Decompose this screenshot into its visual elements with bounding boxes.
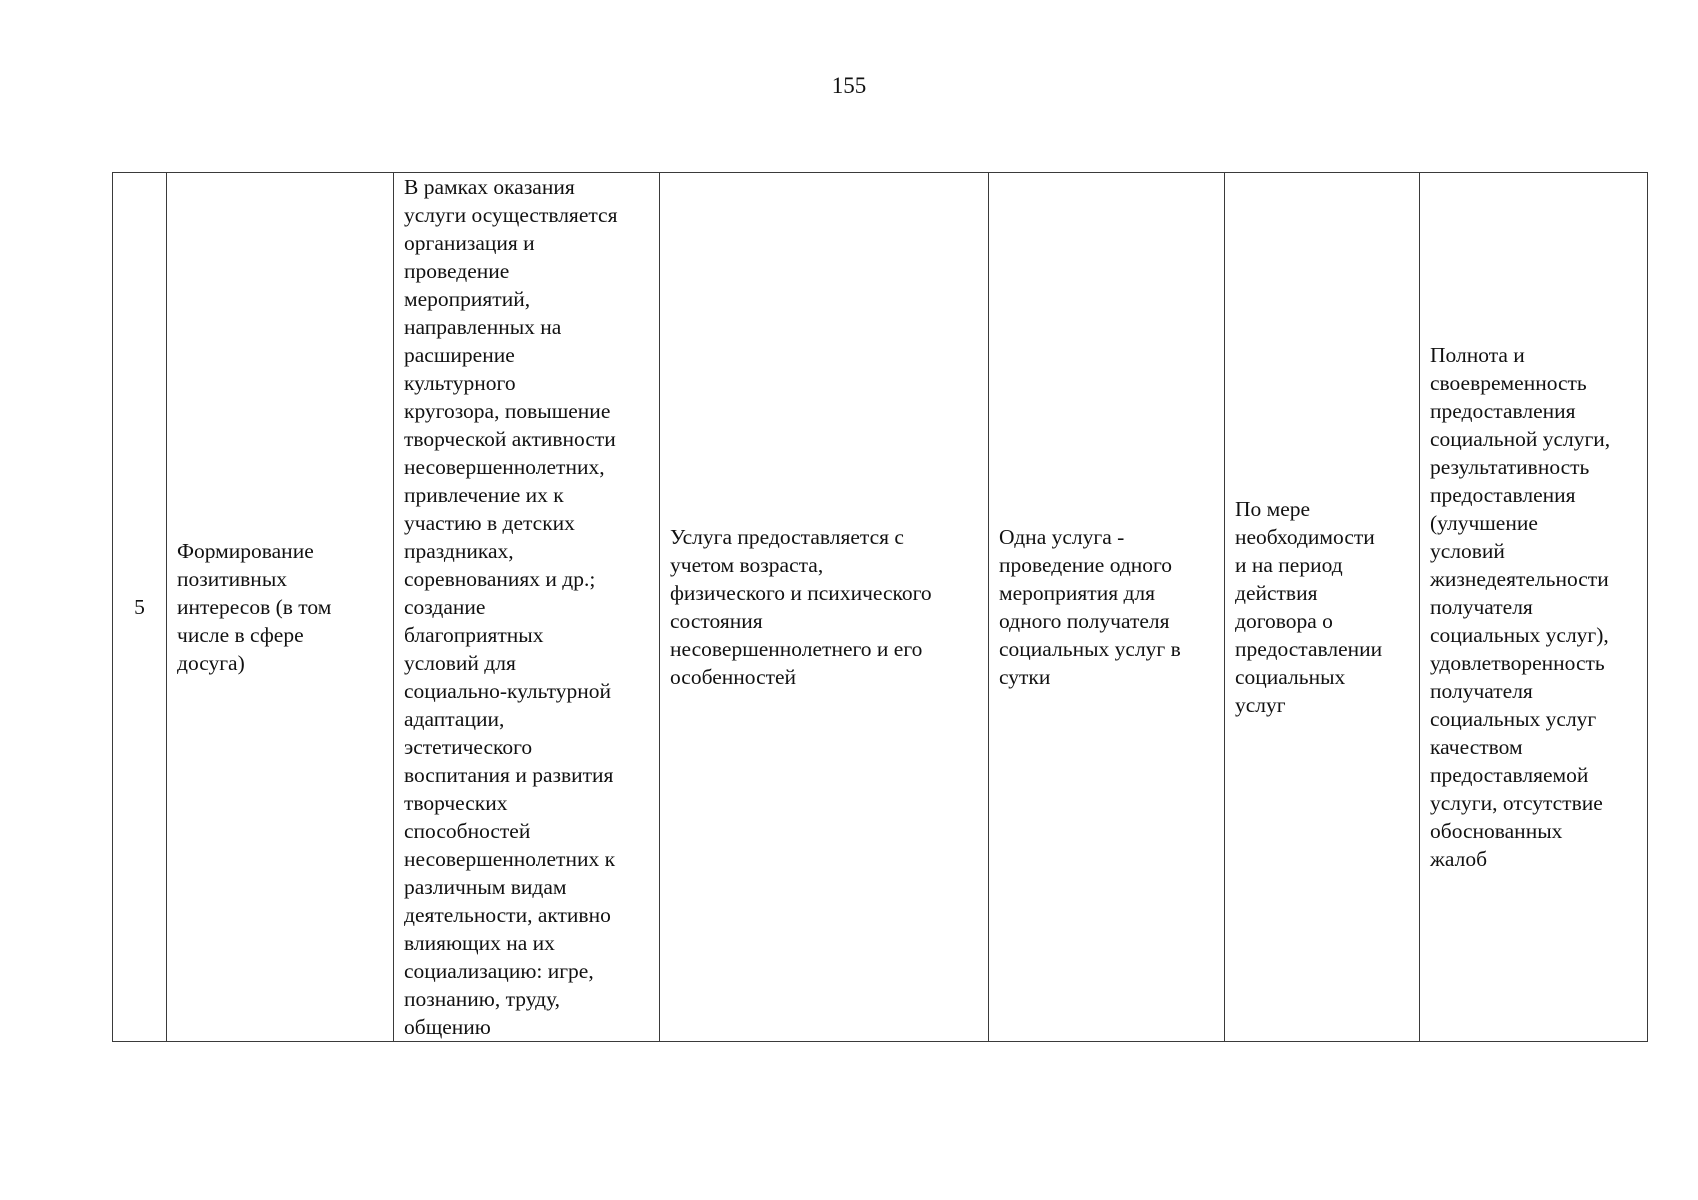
cell-text-line: удовлетворенность — [1430, 651, 1605, 675]
cell-text-line: результативность — [1430, 455, 1590, 479]
service-table — [112, 172, 1648, 1042]
cell-text-line: социальной услуги, — [1430, 427, 1611, 451]
cell-text-line: социализацию: игре, — [404, 959, 594, 983]
row-number: 5 — [134, 595, 145, 619]
cell-text-line: проведение — [404, 259, 510, 283]
cell-text-line: творческой активности — [404, 427, 616, 451]
cell-text-line: В рамках оказания — [404, 175, 575, 199]
cell-text-line: способностей — [404, 819, 531, 843]
cell-text-line: эстетического — [404, 735, 533, 759]
cell-text-line: (улучшение — [1430, 511, 1538, 535]
cell-text-line: благоприятных — [404, 623, 544, 647]
service-name-cell — [167, 173, 394, 1042]
cell-text-line: учетом возраста, — [670, 553, 824, 577]
service-description-cell — [394, 173, 660, 1042]
cell-text-line: участию в детских — [404, 511, 575, 535]
cell-text-line: действия — [1235, 581, 1318, 605]
service-name — [177, 537, 383, 677]
cell-text-line: познанию, труду, — [404, 987, 561, 1011]
cell-text-line: По мере — [1235, 497, 1311, 521]
cell-text-line: позитивных — [177, 567, 288, 591]
cell-text-line: Одна услуга - — [999, 525, 1125, 549]
service-quality — [1430, 341, 1637, 873]
cell-text-line: услуги, отсутствие — [1430, 791, 1603, 815]
cell-text-line: проведение одного — [999, 553, 1173, 577]
cell-text-line: и на период — [1235, 553, 1343, 577]
cell-text-line: получателя — [1430, 595, 1533, 619]
cell-text-line: соревнованиях и др.; — [404, 567, 596, 591]
cell-text-line: жизнедеятельности — [1430, 567, 1609, 591]
cell-text-line: социальных — [1235, 665, 1346, 689]
cell-text-line: мероприятия для — [999, 581, 1156, 605]
service-unit — [999, 523, 1214, 691]
cell-text-line: сутки — [999, 665, 1051, 689]
cell-text-line: договора о — [1235, 609, 1333, 633]
cell-text-line: досуга) — [177, 651, 245, 675]
cell-text-line: услуги осуществляется — [404, 203, 618, 227]
cell-text-line: качеством — [1430, 735, 1523, 759]
cell-text-line: несовершеннолетних, — [404, 455, 605, 479]
cell-text-line: получателя — [1430, 679, 1533, 703]
cell-text-line: направленных на — [404, 315, 562, 339]
cell-text-line: обоснованных — [1430, 819, 1563, 843]
cell-text-line: несовершеннолетних к — [404, 847, 616, 871]
cell-text-line: числе в сфере — [177, 623, 304, 647]
service-term — [1235, 495, 1409, 719]
cell-text-line: мероприятий, — [404, 287, 531, 311]
cell-text-line: культурного — [404, 371, 516, 395]
cell-text-line: создание — [404, 595, 486, 619]
cell-text-line: состояния — [670, 609, 763, 633]
cell-text-line: организация и — [404, 231, 535, 255]
page-number: 155 — [831, 73, 867, 98]
cell-text-line: Полнота и — [1430, 343, 1525, 367]
cell-text-line: различным видам — [404, 875, 567, 899]
cell-text-line: особенностей — [670, 665, 797, 689]
cell-text-line: своевременность — [1430, 371, 1587, 395]
cell-text-line: услуг — [1235, 693, 1286, 717]
table-row — [113, 173, 1648, 1042]
service-term-cell — [1225, 173, 1420, 1042]
cell-text-line: социальных услуг — [1430, 707, 1597, 731]
cell-text-line: жалоб — [1430, 847, 1488, 871]
cell-text-line: привлечение их к — [404, 483, 564, 507]
cell-text-line: социально-культурной — [404, 679, 612, 703]
cell-text-line: предоставления — [1430, 483, 1576, 507]
cell-text-line: воспитания и развития — [404, 763, 614, 787]
cell-text-line: кругозора, повышение — [404, 399, 611, 423]
service-unit-cell — [989, 173, 1225, 1042]
cell-text-line: условий — [1430, 539, 1505, 563]
cell-text-line: Услуга предоставляется с — [670, 525, 904, 549]
cell-text-line: адаптации, — [404, 707, 505, 731]
cell-text-line: социальных услуг), — [1430, 623, 1609, 647]
cell-text-line: деятельности, активно — [404, 903, 611, 927]
cell-text-line: физического и психического — [670, 581, 932, 605]
service-quality-cell — [1420, 173, 1648, 1042]
cell-text-line: одного получателя — [999, 609, 1170, 633]
cell-text-line: необходимости — [1235, 525, 1375, 549]
cell-text-line: социальных услуг в — [999, 637, 1181, 661]
service-conditions — [670, 523, 978, 691]
cell-text-line: условий для — [404, 651, 516, 675]
service-description — [404, 173, 649, 1041]
cell-text-line: общению — [404, 1015, 491, 1039]
cell-text-line: расширение — [404, 343, 515, 367]
cell-text-line: предоставления — [1430, 399, 1576, 423]
cell-text-line: интересов (в том — [177, 595, 332, 619]
cell-text-line: влияющих на их — [404, 931, 555, 955]
row-number-cell — [113, 173, 167, 1042]
service-conditions-cell — [660, 173, 989, 1042]
cell-text-line: предоставляемой — [1430, 763, 1589, 787]
cell-text-line: праздниках, — [404, 539, 514, 563]
cell-text-line: творческих — [404, 791, 508, 815]
cell-text-line: Формирование — [177, 539, 314, 563]
cell-text-line: несовершеннолетнего и его — [670, 637, 923, 661]
cell-text-line: предоставлении — [1235, 637, 1383, 661]
